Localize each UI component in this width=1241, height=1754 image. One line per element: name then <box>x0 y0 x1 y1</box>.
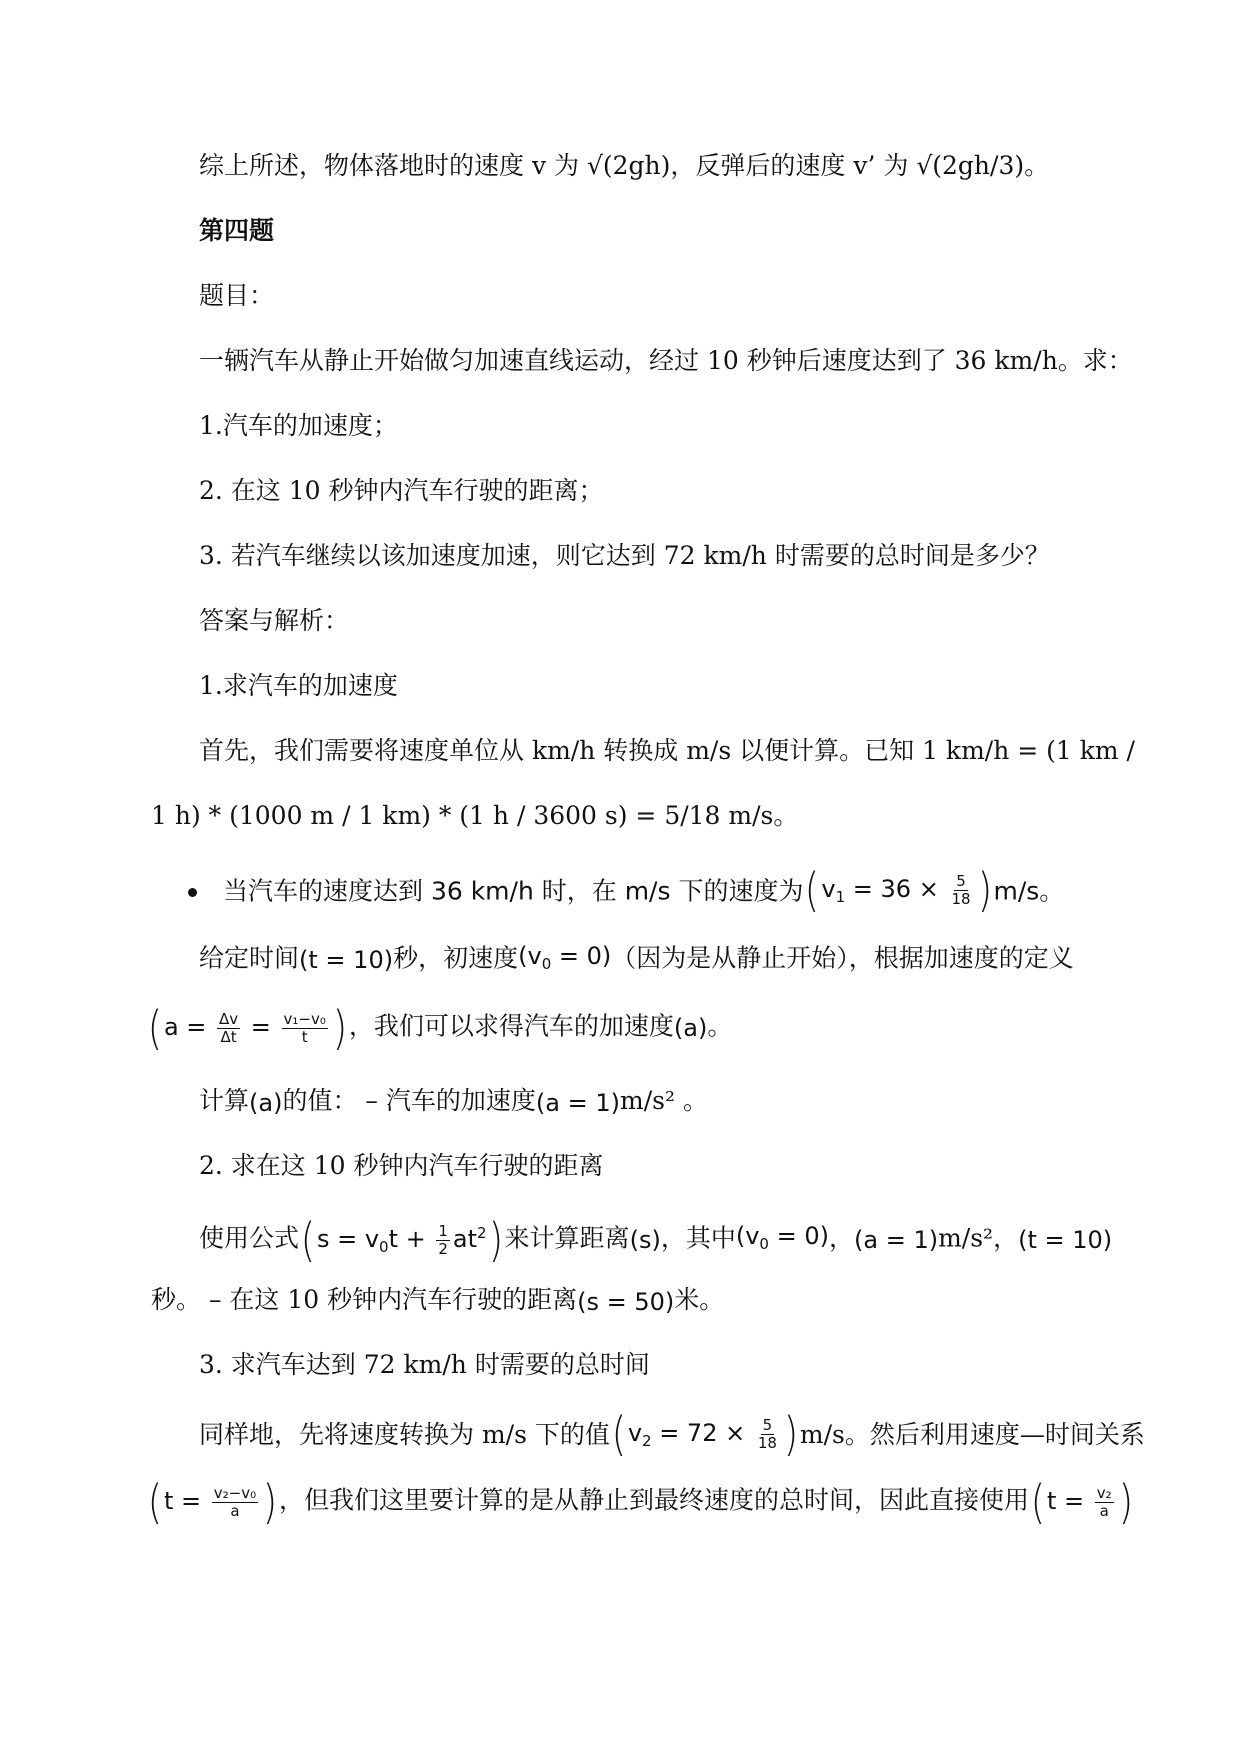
question-item-3: 3. 若汽车继续以该加速度加速，则它达到 72 km/h 时需要的总时间是多少？ <box>199 541 1050 570</box>
formula-time-direct: (t = $\frac{\text{v₂}}{a}$ ) <box>1030 1475 1133 1529</box>
formula-v0: $(v_0 = 0)$ <box>518 942 612 973</box>
paragraph-given: 给定时间(t = 10)秒，初速度$(v_0 = 0)$（因为是从静止开始），根据加速度的定义 <box>199 938 1074 982</box>
formula-time-relation: (t = $\frac{\text{v₂−v₀}}{a}$ ) <box>147 1475 278 1529</box>
formula-t: (t = 10) <box>299 946 394 974</box>
paragraph-unit-conversion-2: 1 h) * (1000 m / 1 km) * (1 h / 3600 s) = 5/18 m/s。 <box>151 801 799 830</box>
bullet-item: 当汽车的速度达到 36 km/h 时，在 m/s 下的速度为($v_1 = 36$ × $\frac{5}{18}$ )m/s。 <box>188 870 1064 915</box>
bullet-text: 当汽车的速度达到 36 km/h 时，在 m/s 下的速度为 <box>223 876 804 906</box>
paragraph-compute-a: 计算(a)的值： – 汽车的加速度(a = 1)m/s² 。 <box>199 1083 708 1121</box>
formula-v1: ($v_1 = 36$ × $\frac{5}{18}$ ) <box>805 863 992 917</box>
formula-a: (a) <box>673 1014 708 1042</box>
formula-distance: ($s = v_0t$ + $\frac{1}{2}$ $at^2$) <box>300 1213 503 1267</box>
formula-s: (s) <box>629 1226 661 1254</box>
formula-acceleration: (a = $\frac{\Delta v}{\Delta t}$ = $\frac{\text{v₁−v₀}}{t}$ ) <box>147 1001 348 1055</box>
paragraph-acceleration-def: (a = $\frac{\Delta v}{\Delta t}$ = $\frac{\text{v₁−v₀}}{t}$ )，我们可以求得汽车的加速度(a)。 <box>147 1001 733 1055</box>
formula-a-value: (a = 1) <box>535 1088 620 1117</box>
formula-v2: ($v_2 = 72$ × $\frac{5}{18}$ ) <box>611 1407 799 1461</box>
bullet-dot <box>188 888 197 897</box>
paragraph-distance-result: 秒。 – 在这 10 秒钟内汽车行驶的距离(s = 50)米。 <box>151 1282 724 1320</box>
solution-step-1-heading: 1.求汽车的加速度 <box>199 671 398 700</box>
paragraph-unit-conversion-1: 首先，我们需要将速度单位从 km/h 转换成 m/s 以便计算。已知 1 km/h = (1 km / <box>199 736 1135 765</box>
formula-t-ten: (t = 10) <box>1018 1226 1113 1254</box>
solution-step-2-heading: 2. 求在这 10 秒钟内汽车行驶的距离 <box>199 1151 604 1180</box>
answer-label: 答案与解析： <box>199 606 350 635</box>
paragraph-distance-formula: 使用公式($s = v_0t$ + $\frac{1}{2}$ $at^2$)来计算距离(s)，其中$(v_0 = 0)$，(a = 1)m/s²，(t = 10) <box>199 1213 1113 1267</box>
paragraph-convert-v2: 同样地，先将速度转换为 m/s 下的值($v_2 = 72$ × $\frac{5}{18}$ )m/s。然后利用速度—时间关系 <box>199 1407 1145 1461</box>
question-text: 一辆汽车从静止开始做匀加速直线运动，经过 10 秒钟后速度达到了 36 km/h。求： <box>199 346 1133 375</box>
formula-a-label: (a) <box>249 1088 283 1117</box>
paragraph-total-time: (t = $\frac{\text{v₂−v₀}}{a}$ )，但我们这里要计算的是从静止到最终速度的总时间，因此直接使用(t = $\frac{\text{v₂}}{a}$ ) <box>147 1475 1133 1529</box>
question-item-2: 2. 在这 10 秒钟内汽车行驶的距离； <box>199 476 604 505</box>
formula-s-value: (s = 50) <box>577 1287 675 1316</box>
formula-a-one: (a = 1) <box>854 1226 939 1254</box>
question-label: 题目： <box>199 281 275 310</box>
formula-v0-zero: $(v_0 = 0)$ <box>735 1222 829 1253</box>
section-heading: 第四题 <box>199 216 275 245</box>
solution-step-3-heading: 3. 求汽车达到 72 km/h 时需要的总时间 <box>199 1350 650 1379</box>
question-item-1: 1.汽车的加速度； <box>199 411 398 440</box>
summary-line: 综上所述，物体落地时的速度 v 为 √(2gh)，反弹后的速度 v’ 为 √(2gh/3)。 <box>199 151 1050 180</box>
